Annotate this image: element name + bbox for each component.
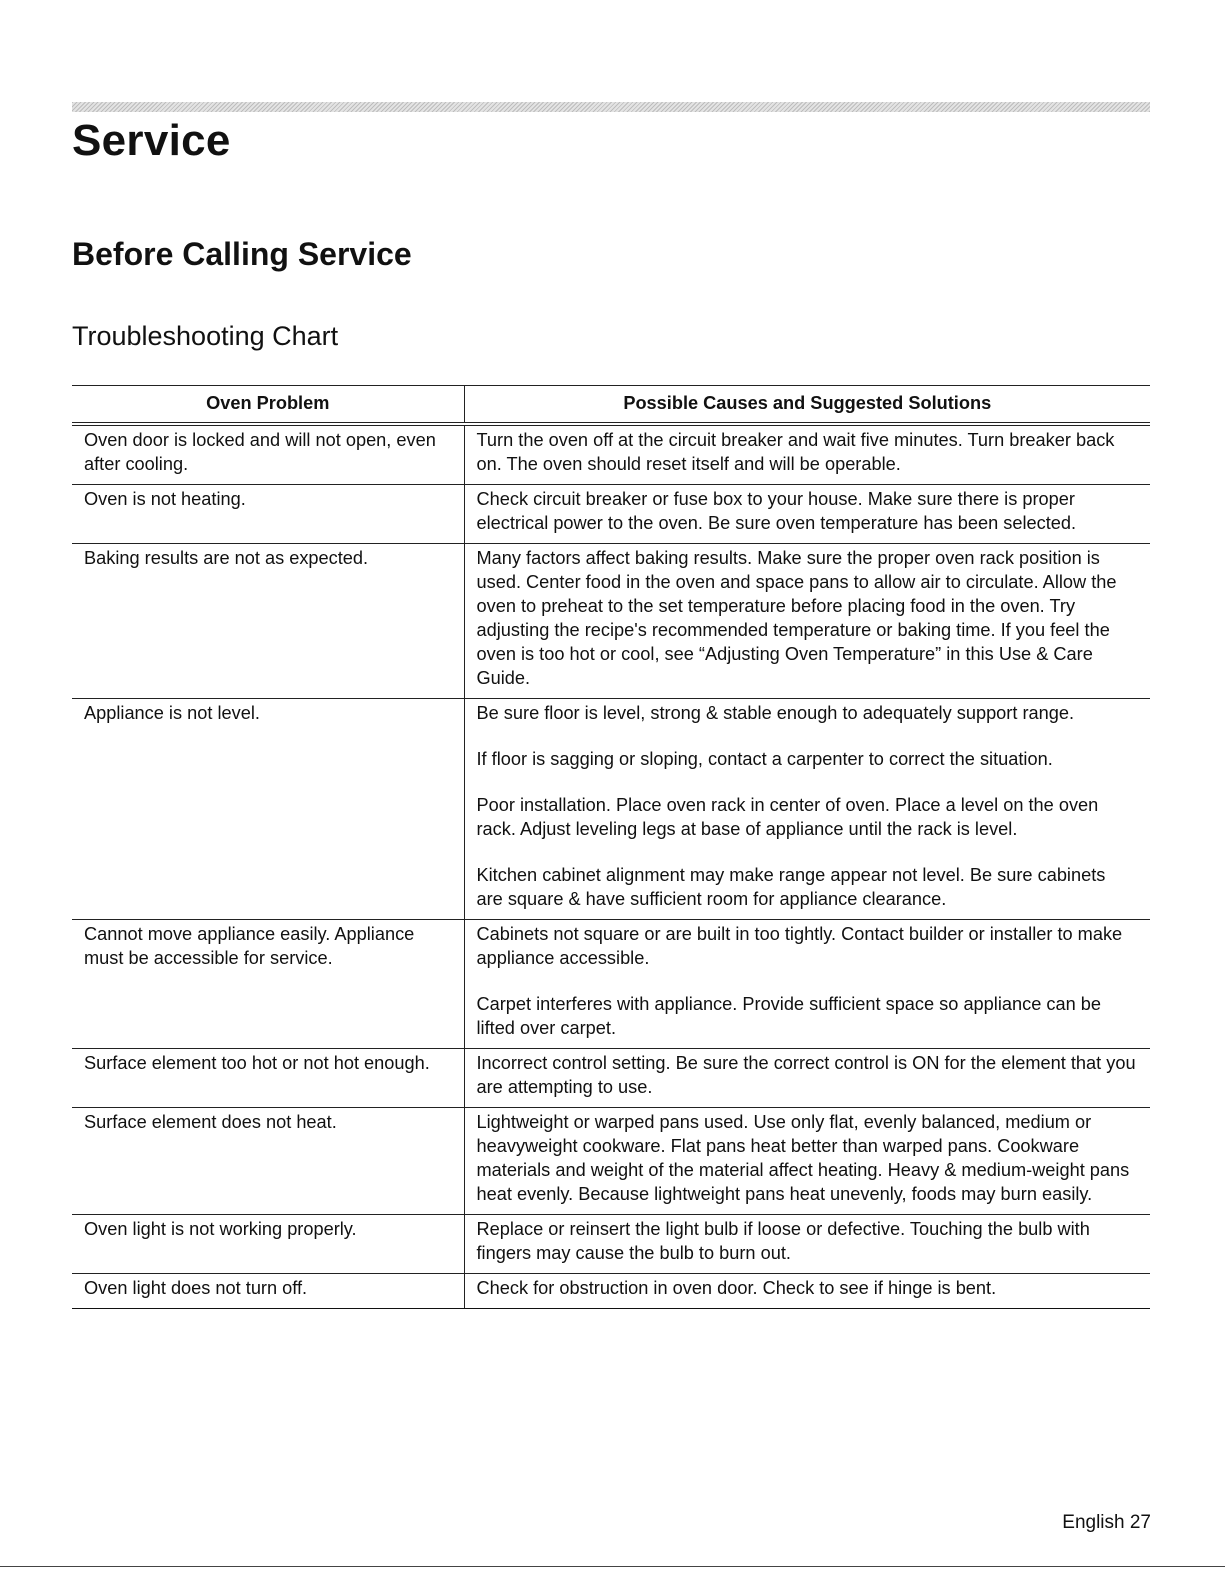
problem-cell: Baking results are not as expected. (72, 544, 464, 699)
table-row (72, 1049, 1150, 1108)
solution-text: Poor installation. Place oven rack in center of oven. Place a level on the oven rack. Adjust leveling legs at base of appliance until the rack is level. (476, 795, 1099, 839)
solution-text: Kitchen cabinet alignment may make range appear not level. Be sure cabinets are square & have sufficient room for appliance clearance. (476, 865, 1106, 909)
footer-rule (0, 1566, 1225, 1567)
table-row (72, 699, 1150, 920)
table-header-row (72, 386, 1150, 425)
solution-cell (464, 1049, 1150, 1108)
solution-text: Lightweight or warped pans used. Use only flat, evenly balanced, medium or heavyweight cookware. Flat pans heat better than warped pans. Cookware materials and weight of the material affect heating. Heavy & medium-weight pans heat evenly. Because lightweight pans heat unevenly, foods may burn easily. (476, 1112, 1130, 1204)
solution-cell (464, 424, 1150, 485)
solution-text: Incorrect control setting. Be sure the correct control is ON for the element that you are attempting to use. (476, 1053, 1136, 1097)
problem-cell: Oven door is locked and will not open, even after cooling. (72, 424, 464, 485)
solution-cell (464, 1108, 1150, 1215)
table-row (72, 1215, 1150, 1274)
solution-cell (464, 1215, 1150, 1274)
column-header-problem: Oven Problem (72, 386, 464, 425)
page-number: English 27 (1062, 1512, 1151, 1533)
solution-cell (464, 920, 1150, 1049)
solution-text: Turn the oven off at the circuit breaker and wait five minutes. Turn breaker back on. The oven should reset itself and will be operable. (476, 430, 1115, 474)
solution-cell (464, 1274, 1150, 1309)
table-row (72, 920, 1150, 1049)
table-row (72, 424, 1150, 485)
solution-text: Many factors affect baking results. Make sure the proper oven rack position is used. Center food in the oven and space pans to allow air to circulate. Allow the oven to preheat to the set temperature before placing food in the oven. Try adjusting the recipe's recommended temperature or baking time. If you feel the oven is too hot or cool, see “Adjusting Oven Temperature” in this Use & Care Guide. (476, 548, 1117, 688)
section-heading: Before Calling Service (72, 236, 412, 272)
table-row (72, 1108, 1150, 1215)
solution-text: Be sure floor is level, strong & stable enough to adequately support range. (476, 703, 1075, 723)
solution-text: Cabinets not square or are built in too tightly. Contact builder or installer to make appliance accessible. (476, 924, 1123, 968)
problem-cell: Oven light does not turn off. (72, 1274, 464, 1309)
table-row (72, 485, 1150, 544)
page-title: Service (72, 116, 231, 165)
solution-text: Replace or reinsert the light bulb if loose or defective. Touching the bulb with fingers may cause the bulb to burn out. (476, 1219, 1090, 1263)
problem-cell: Surface element does not heat. (72, 1108, 464, 1215)
problem-cell: Appliance is not level. (72, 699, 464, 920)
problem-cell: Oven light is not working properly. (72, 1215, 464, 1274)
table-row (72, 544, 1150, 699)
solution-text: Check for obstruction in oven door. Check to see if hinge is bent. (476, 1278, 997, 1298)
problem-cell: Cannot move appliance easily. Appliance must be accessible for service. (72, 920, 464, 1049)
solution-text: Check circuit breaker or fuse box to your house. Make sure there is proper electrical power to the oven. Be sure oven temperature has been selected. (476, 489, 1077, 533)
problem-cell: Surface element too hot or not hot enough. (72, 1049, 464, 1108)
header-rule (72, 102, 1150, 112)
solution-cell (464, 699, 1150, 920)
table-row (72, 1274, 1150, 1309)
solution-text: Carpet interferes with appliance. Provide sufficient space so appliance can be lifted over carpet. (476, 994, 1101, 1038)
problem-cell: Oven is not heating. (72, 485, 464, 544)
solution-text: If floor is sagging or sloping, contact a carpenter to correct the situation. (476, 749, 1053, 769)
troubleshooting-table (72, 385, 1150, 1309)
column-header-solutions: Possible Causes and Suggested Solutions (464, 386, 1150, 425)
subsection-heading: Troubleshooting Chart (72, 321, 339, 351)
solution-cell (464, 544, 1150, 699)
solution-cell (464, 485, 1150, 544)
